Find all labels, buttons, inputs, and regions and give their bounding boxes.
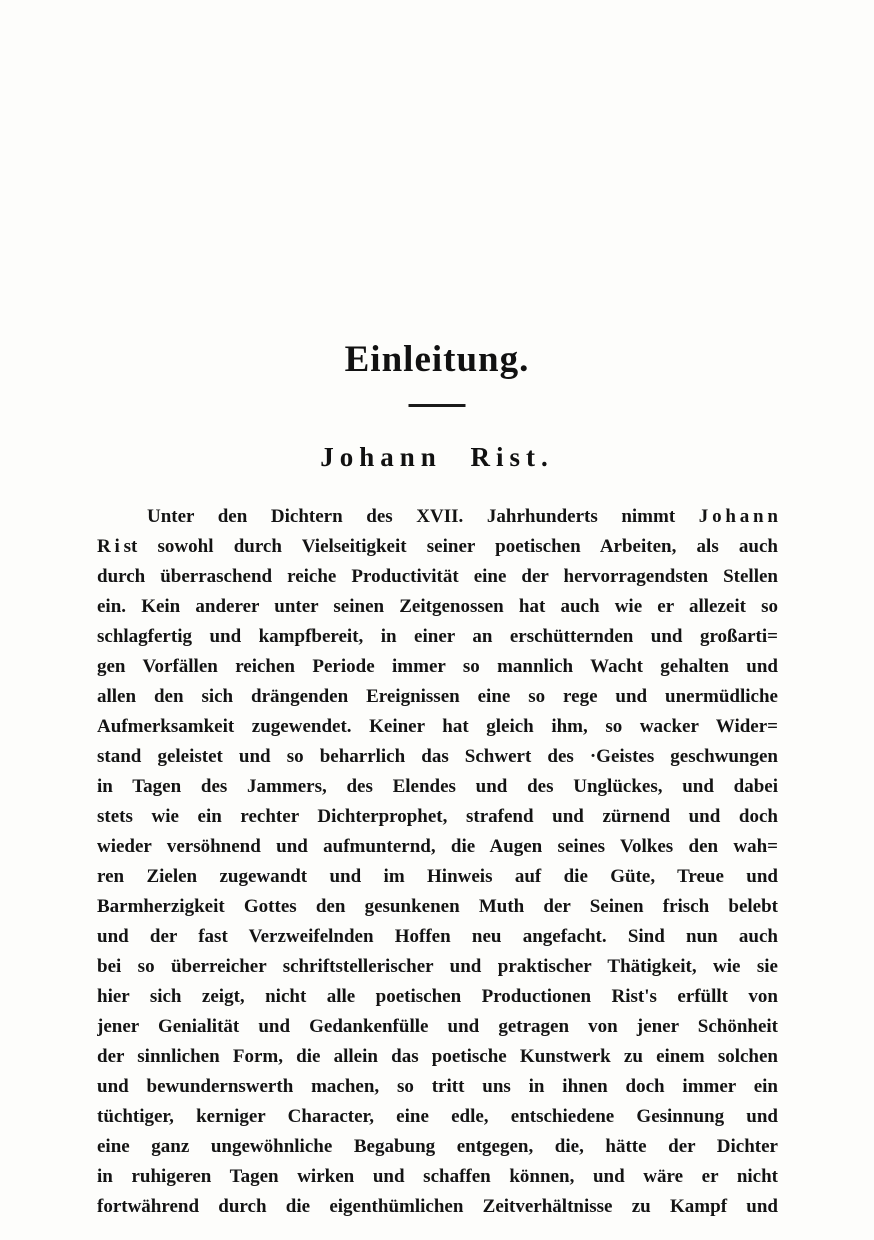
text-line: durch überraschend reiche Productivität eine der hervorragendsten Stellen: [97, 566, 778, 587]
text-line: Barmherzigkeit Gottes den gesunkenen Muth der Seinen frisch belebt: [97, 896, 778, 917]
text-line: in Tagen des Jammers, des Elendes und des Unglückes, und dabei: [97, 776, 778, 797]
text-line: ein. Kein anderer unter seinen Zeitgenossen hat auch wie er allezeit so: [97, 596, 778, 617]
text-line: Aufmerksamkeit zugewendet. Keiner hat gleich ihm, so wacker Wider=: [97, 716, 778, 737]
text-line: gen Vorfällen reichen Periode immer so mannlich Wacht gehalten und: [97, 656, 778, 677]
text-line: eine ganz ungewöhnliche Begabung entgegen, die, hätte der Dichter: [97, 1136, 778, 1157]
text-line: R i st sowohl durch Vielseitigkeit seiner poetischen Arbeiten, als auch: [97, 536, 778, 557]
text-line: tüchtiger, kerniger Character, eine edle, entschiedene Gesinnung und: [97, 1106, 778, 1127]
text-line: fortwährend durch die eigenthümlichen Zeitverhältnisse zu Kampf und: [97, 1196, 778, 1217]
section-heading: Johann Rist.: [320, 442, 554, 472]
text-line: jener Genialität und Gedankenfülle und getragen von jener Schönheit: [97, 1016, 778, 1037]
text-line: hier sich zeigt, nicht alle poetischen Productionen Rist's erfüllt von: [97, 986, 778, 1007]
page-title: Einleitung.: [344, 339, 530, 380]
title-divider: [409, 404, 466, 407]
text-line: bei so überreicher schriftstellerischer und praktischer Thätigkeit, wie sie: [97, 956, 778, 977]
text-line: wieder versöhnend und aufmunternd, die Augen seines Volkes den wah=: [97, 836, 778, 857]
text-line: und bewundernswerth machen, so tritt uns in ihnen doch immer ein: [97, 1076, 778, 1097]
text-line: schlagfertig und kampfbereit, in einer an erschütternden und großarti=: [97, 626, 778, 647]
text-line: ren Zielen zugewandt und im Hinweis auf die Güte, Treue und: [97, 866, 778, 887]
text-line: der sinnlichen Form, die allein das poetische Kunstwerk zu einem solchen: [97, 1046, 778, 1067]
paragraph: [97, 502, 778, 1222]
text-line: in ruhigeren Tagen wirken und schaffen können, und wäre er nicht: [97, 1166, 778, 1187]
text-line: stand geleistet und so beharrlich das Schwert des ·Geistes geschwungen: [97, 746, 778, 767]
text-line: stets wie ein rechter Dichterprophet, strafend und zürnend und doch: [97, 806, 778, 827]
text-line: Unter den Dichtern des XVII. Jahrhunderts nimmt J o h a n n: [147, 506, 778, 527]
text-line: allen den sich drängenden Ereignissen eine so rege und unermüdliche: [97, 686, 778, 707]
text-line: und der fast Verzweifelnden Hoffen neu angefacht. Sind nun auch: [97, 926, 778, 947]
